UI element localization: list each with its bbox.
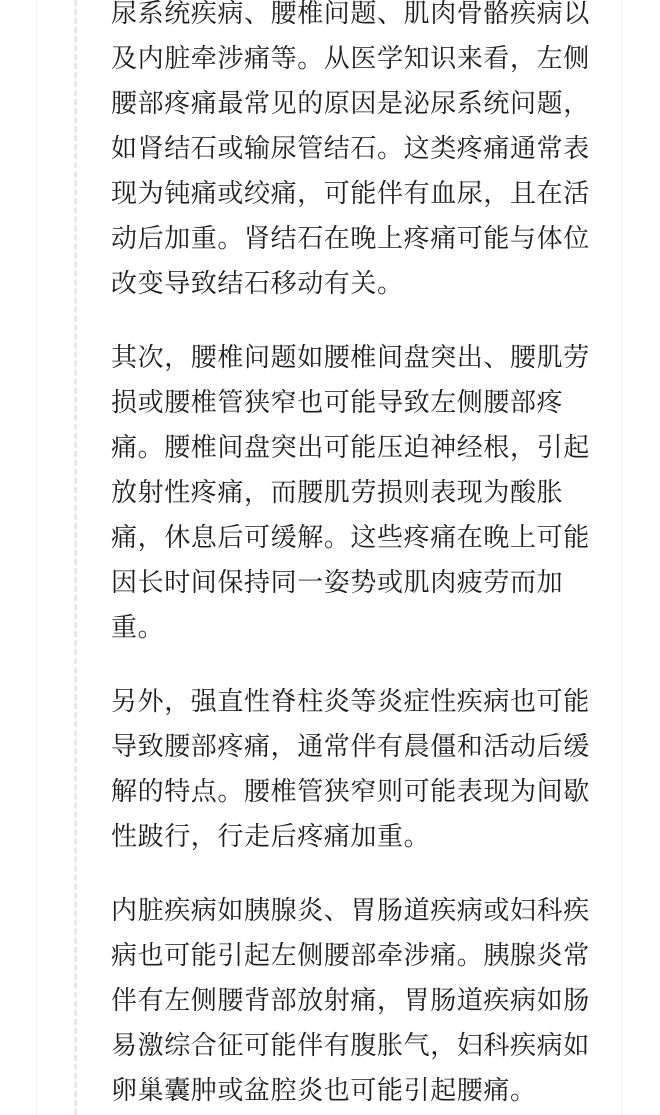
article-paragraph-1: 尿系统疾病、腰椎问题、肌肉骨骼疾病以及内脏牵涉痛等。从医学知识来看，左侧腰部疼痛最常见的原因是泌尿系统问题，如肾结石或输尿管结石。这类疼痛通常表现为钝痛或绞痛，可能伴有血尿，且在活动后加重。肾结石在晚上疼痛可能与体位改变导致结石移动有关。: [111, 0, 590, 299]
left-edge-line: [36, 0, 37, 1115]
article-body: [111, 0, 601, 1115]
article-paragraph-4: 内脏疾病如胰腺炎、胃肠道疾病或妇科疾病也可能引起左侧腰部牵涉痛。胰腺炎常伴有左侧腰背部放射痛，胃肠道疾病如肠易激综合征可能伴有腹胀气，妇科疾病如卵巢囊肿或盆腔炎也可能引起腰痛。: [111, 896, 590, 1106]
left-dashed-rail: [74, 0, 77, 1115]
article-paragraph-2: 其次，腰椎问题如腰椎间盘突出、腰肌劳损或腰椎管狭窄也可能导致左侧腰部疼痛。腰椎间盘突出可能压迫神经根，引起放射性疼痛，而腰肌劳损则表现为酸胀痛，休息后可缓解。这些疼痛在晚上可能因长时间保持同一姿势或肌肉疲劳而加重。: [111, 343, 590, 643]
article-paragraph-3: 另外，强直性脊柱炎等炎症性疾病也可能导致腰部疼痛，通常伴有晨僵和活动后缓解的特点。腰椎管狭窄则可能表现为间歇性跛行，行走后疼痛加重。: [111, 687, 590, 852]
right-edge-line: [621, 0, 622, 1115]
